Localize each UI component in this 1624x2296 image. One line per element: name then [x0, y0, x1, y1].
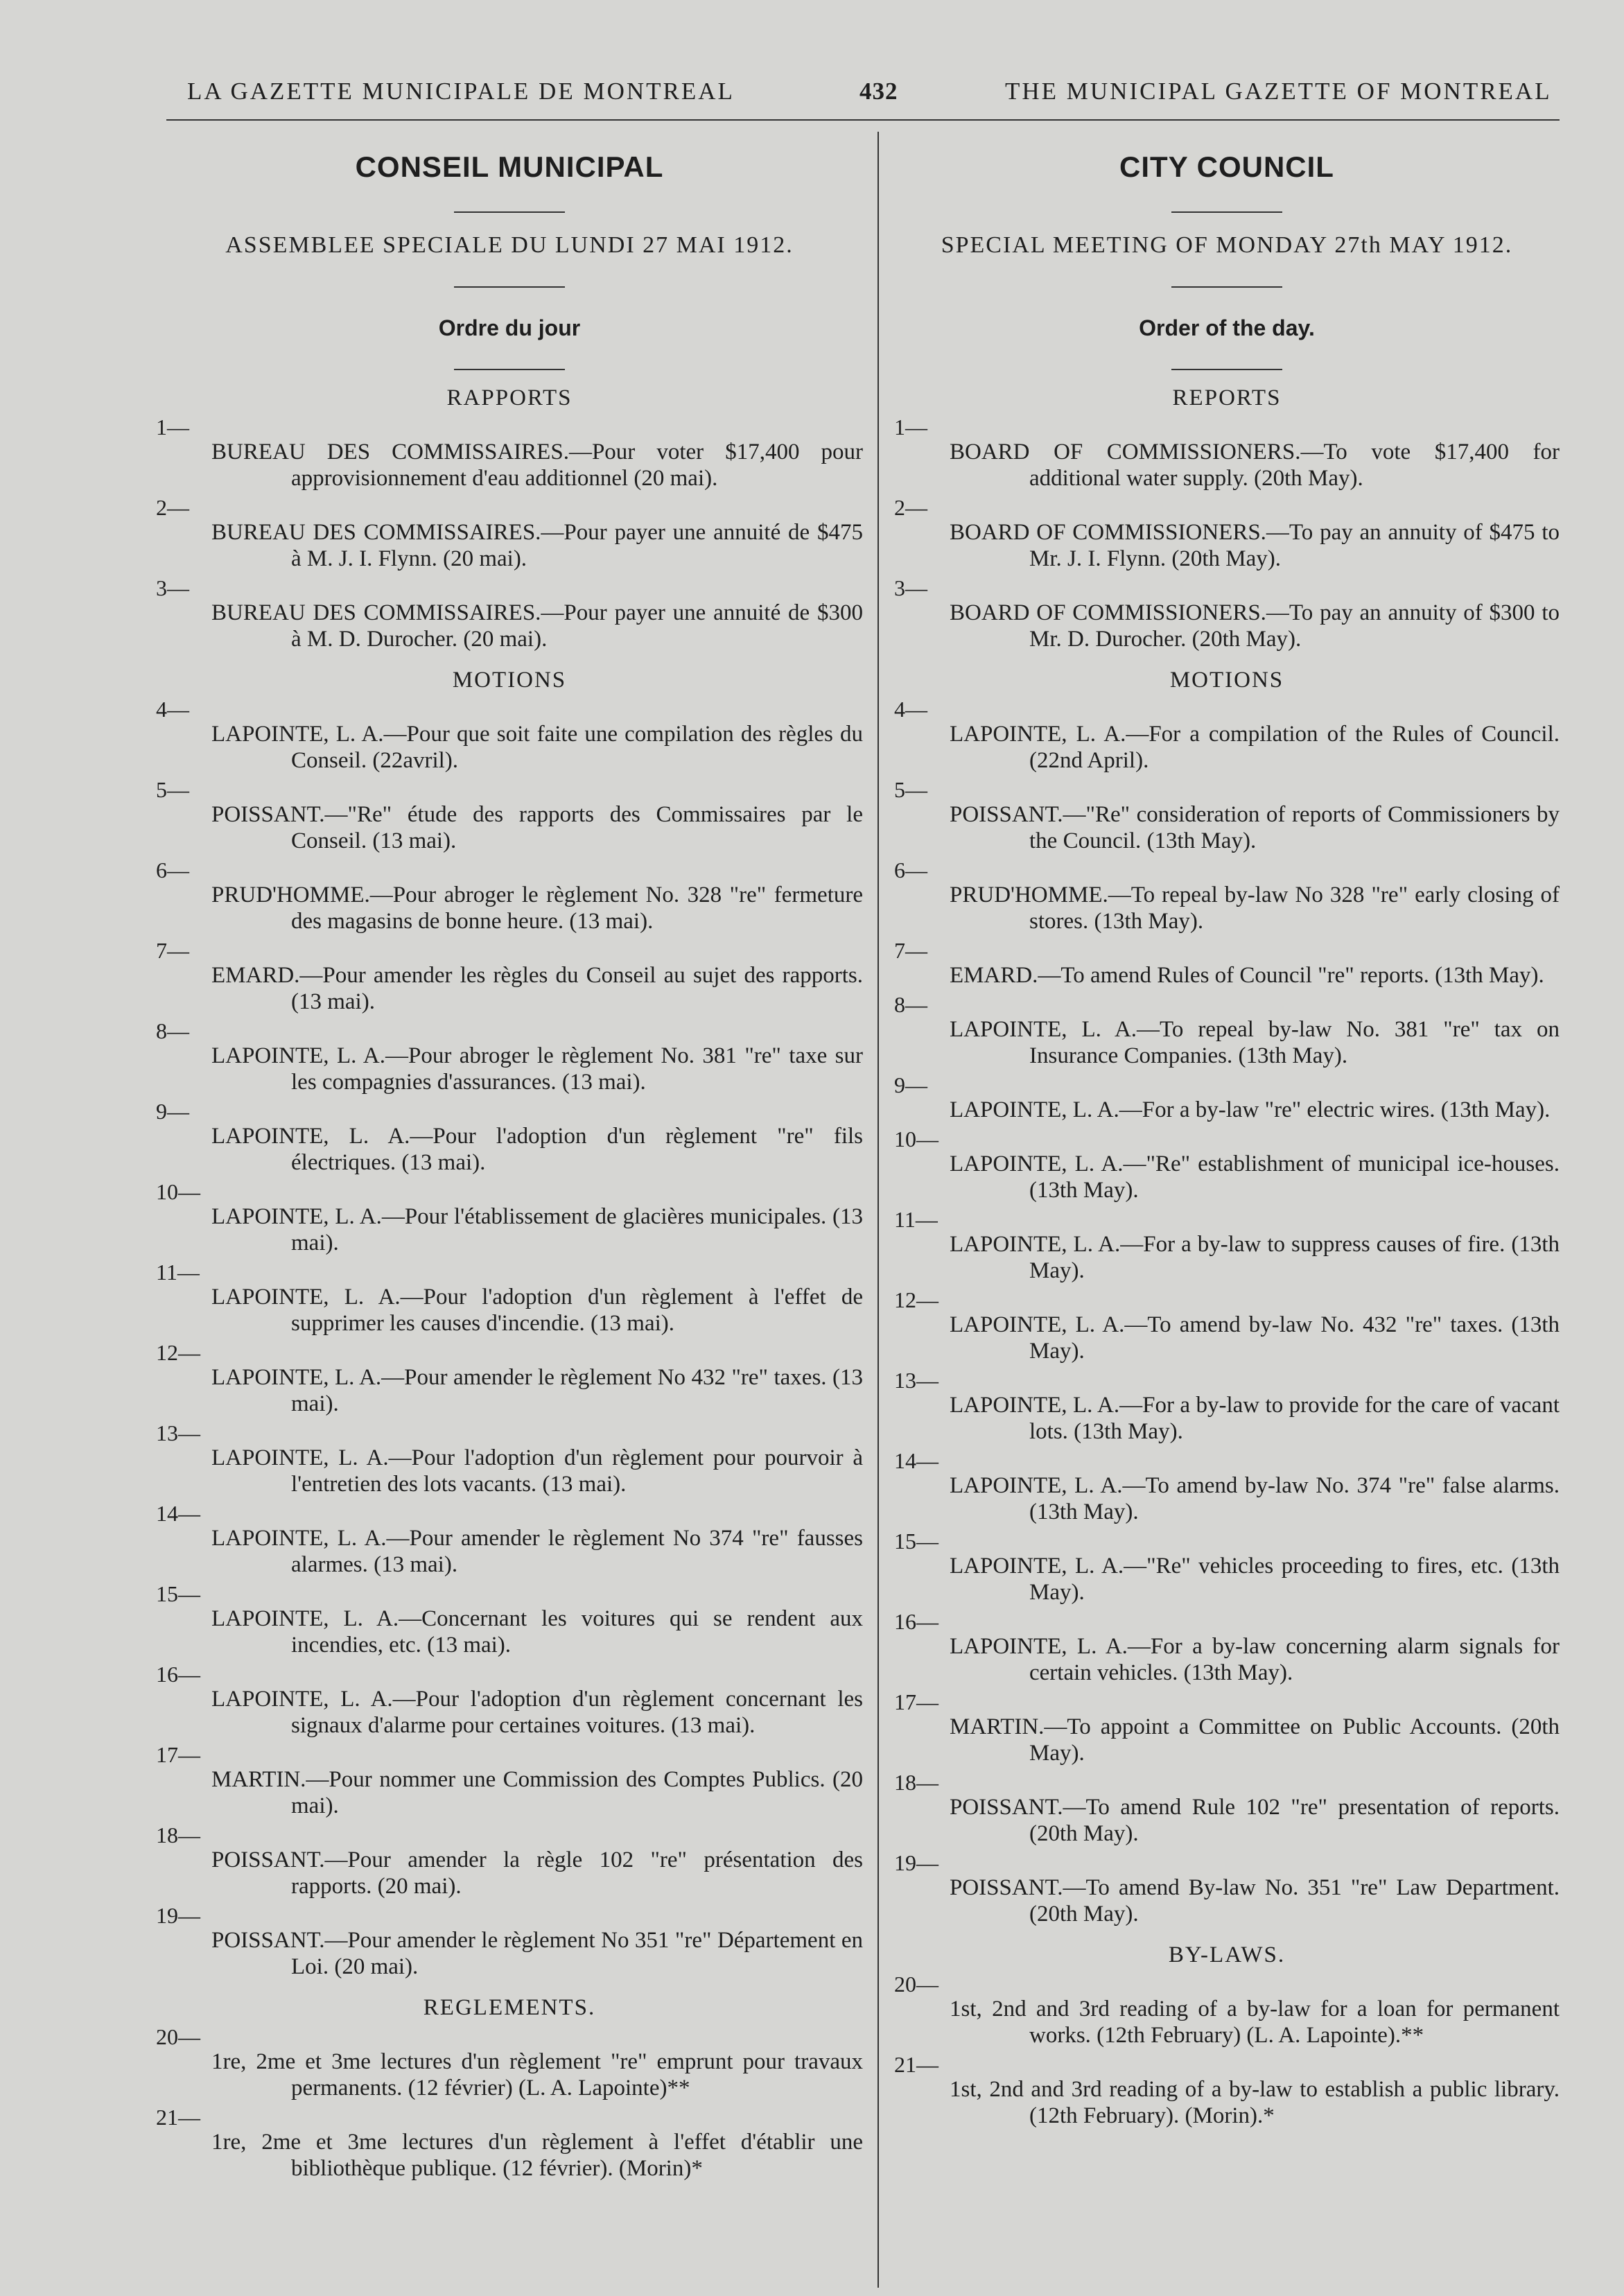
agenda-item	[156, 1582, 863, 1658]
item-text: POISSANT.—Pour amender le règlement No 351 "re" Département en Loi. (20 mai).	[211, 1928, 863, 1979]
item-number: 1—	[156, 415, 189, 440]
item-number: 9—	[894, 1072, 927, 1097]
order-of-day-heading: Order of the day.	[1139, 315, 1315, 340]
item-number: 14—	[156, 1501, 200, 1526]
agenda-item	[894, 496, 1560, 572]
agenda-item	[156, 1019, 863, 1095]
item-number: 4—	[156, 697, 189, 722]
agenda-item	[156, 576, 863, 652]
order-of-day-heading: Ordre du jour	[438, 315, 581, 340]
item-number: 6—	[894, 858, 927, 882]
item-text: EMARD.—Pour amender les règles du Conseil au sujet des rapports. (13 mai).	[211, 963, 863, 1014]
agenda-item	[156, 1502, 863, 1578]
agenda-item	[894, 778, 1560, 854]
item-number: 15—	[156, 1581, 200, 1606]
item-number: 12—	[894, 1287, 938, 1312]
item-number: 8—	[156, 1018, 189, 1043]
item-number: 2—	[894, 495, 927, 520]
item-text: LAPOINTE, L. A.—Pour abroger le règlement No. 381 "re" taxe sur les compagnies d'assurances. (13 mai).	[211, 1043, 863, 1095]
item-text: 1st, 2nd and 3rd reading of a by-law to establish a public library. (12th February). (Morin).*	[950, 2077, 1560, 2128]
item-number: 4—	[894, 697, 927, 722]
item-text: EMARD.—To amend Rules of Council "re" reports. (13th May).	[950, 963, 1544, 988]
item-number: 21—	[156, 2105, 200, 2130]
item-text: BOARD OF COMMISSIONERS.—To pay an annuity of $300 to Mr. D. Durocher. (20th May).	[950, 600, 1560, 652]
meeting-subtitle: ASSEMBLEE SPECIALE DU LUNDI 27 MAI 1912.	[225, 232, 794, 258]
item-text: LAPOINTE, L. A.—Pour l'établissement de glacières municipales. (13 mai).	[211, 1204, 863, 1255]
agenda-item	[894, 1127, 1560, 1203]
english-column	[894, 142, 1560, 2129]
item-text: LAPOINTE, L. A.—For a by-law to provide for the care of vacant lots. (13th May).	[950, 1393, 1560, 1444]
item-text: LAPOINTE, L. A.—For a by-law concerning alarm signals for certain vehicles. (13th May).	[950, 1634, 1560, 1685]
agenda-sections	[156, 385, 863, 2182]
agenda-item	[156, 1180, 863, 1256]
item-text: LAPOINTE, L. A.—Pour que soit faite une compilation des règles du Conseil. (22avril).	[211, 722, 863, 773]
item-number: 6—	[156, 858, 189, 882]
item-text: POISSANT.—"Re" consideration of reports of Commissioners by the Council. (13th May).	[950, 802, 1560, 853]
item-text: MARTIN.—To appoint a Committee on Public Accounts. (20th May).	[950, 1714, 1560, 1766]
page-number: 432	[859, 78, 898, 105]
item-text: BOARD OF COMMISSIONERS.—To pay an annuity of $475 to Mr. J. I. Flynn. (20th May).	[950, 520, 1560, 571]
order-rule	[454, 369, 565, 370]
item-number: 14—	[894, 1448, 938, 1473]
item-text: MARTIN.—Pour nommer une Commission des Comptes Publics. (20 mai).	[211, 1767, 863, 1818]
item-text: BOARD OF COMMISSIONERS.—To vote $17,400 for additional water supply. (20th May).	[950, 440, 1560, 491]
subtitle-rule	[1171, 286, 1282, 288]
agenda-item	[894, 576, 1560, 652]
agenda-item	[894, 1073, 1560, 1123]
agenda-item	[156, 778, 863, 854]
item-number: 20—	[894, 1972, 938, 1997]
item-text: LAPOINTE, L. A.—Pour l'adoption d'un règlement pour pourvoir à l'entretien des lots vacants. (13 mai).	[211, 1445, 863, 1497]
agenda-item	[156, 1904, 863, 1980]
section-heading: REGLEMENTS.	[423, 1995, 596, 2020]
item-text: BUREAU DES COMMISSAIRES.—Pour voter $17,400 pour approvisionnement d'eau additionnel (20 mai).	[211, 440, 863, 491]
item-number: 13—	[894, 1368, 938, 1393]
agenda-item	[156, 858, 863, 934]
item-text: BUREAU DES COMMISSAIRES.—Pour payer une annuité de $300 à M. D. Durocher. (20 mai).	[211, 600, 863, 652]
agenda-item	[894, 1208, 1560, 1284]
agenda-item	[156, 496, 863, 572]
item-text: PRUD'HOMME.—To repeal by-law No 328 "re" early closing of stores. (13th May).	[950, 882, 1560, 934]
item-text: BUREAU DES COMMISSAIRES.—Pour payer une annuité de $475 à M. J. I. Flynn. (20 mai).	[211, 520, 863, 571]
agenda-item	[894, 1288, 1560, 1364]
section-heading: RAPPORTS	[446, 385, 573, 410]
item-text: LAPOINTE, L. A.—"Re" establishment of municipal ice-houses. (13th May).	[950, 1151, 1560, 1203]
item-number: 5—	[156, 777, 189, 802]
agenda-item	[894, 1529, 1560, 1606]
agenda-item	[156, 1341, 863, 1417]
item-text: LAPOINTE, L. A.—To amend by-law No. 374 "re" false alarms. (13th May).	[950, 1473, 1560, 1524]
item-text: LAPOINTE, L. A.—To amend by-law No. 432 "re" taxes. (13th May).	[950, 1312, 1560, 1364]
agenda-item	[156, 2105, 863, 2182]
agenda-item	[894, 1610, 1560, 1686]
agenda-item	[894, 858, 1560, 934]
subtitle-rule	[454, 286, 565, 288]
item-text: LAPOINTE, L. A.—For a compilation of the Rules of Council. (22nd April).	[950, 722, 1560, 773]
item-number: 18—	[894, 1770, 938, 1795]
title-rule	[454, 211, 565, 213]
item-text: LAPOINTE, L. A.—Pour l'adoption d'un règlement "re" fils électriques. (13 mai).	[211, 1124, 863, 1175]
agenda-item	[156, 1099, 863, 1176]
item-number: 5—	[894, 777, 927, 802]
section-heading: MOTIONS	[1169, 668, 1284, 693]
agenda-item	[156, 415, 863, 492]
item-number: 1—	[894, 415, 927, 440]
item-number: 20—	[156, 2024, 200, 2049]
item-text: 1re, 2me et 3me lectures d'un règlement "re" emprunt pour travaux permanents. (12 février) (L. A. Lapointe)**	[211, 2049, 863, 2101]
agenda-item	[156, 939, 863, 1015]
agenda-item	[894, 939, 1560, 989]
item-text: LAPOINTE, L. A.—Pour l'adoption d'un règlement concernant les signaux d'alarme pour certaines voitures. (13 mai).	[211, 1687, 863, 1738]
item-number: 17—	[156, 1742, 200, 1767]
item-text: LAPOINTE, L. A.—For a by-law to suppress causes of fire. (13th May).	[950, 1232, 1560, 1283]
column-title: CONSEIL MUNICIPAL	[355, 150, 664, 183]
agenda-item	[894, 993, 1560, 1069]
agenda-item	[894, 1771, 1560, 1847]
item-number: 7—	[894, 938, 927, 963]
item-number: 10—	[894, 1127, 938, 1151]
header-divider	[166, 119, 1560, 121]
item-number: 10—	[156, 1179, 200, 1204]
item-number: 11—	[894, 1207, 938, 1232]
item-number: 2—	[156, 495, 189, 520]
item-text: POISSANT.—"Re" étude des rapports des Commissaires par le Conseil. (13 mai).	[211, 802, 863, 853]
item-number: 21—	[894, 2052, 938, 2077]
item-number: 13—	[156, 1420, 200, 1445]
item-text: LAPOINTE, L. A.—Pour amender le règlement No 432 "re" taxes. (13 mai).	[211, 1365, 863, 1416]
item-text: LAPOINTE, L. A.—Pour l'adoption d'un règlement à l'effet de supprimer les causes d'incendie. (13 mai).	[211, 1285, 863, 1336]
agenda-item	[156, 697, 863, 774]
section-heading: MOTIONS	[452, 668, 567, 693]
header-right-title: THE MUNICIPAL GAZETTE OF MONTREAL	[1005, 78, 1552, 105]
header-left-title: LA GAZETTE MUNICIPALE DE MONTREAL	[187, 78, 735, 105]
item-text: POISSANT.—To amend Rule 102 "re" presentation of reports. (20th May).	[950, 1795, 1560, 1846]
item-number: 19—	[156, 1903, 200, 1928]
agenda-item	[156, 1421, 863, 1497]
item-number: 3—	[156, 575, 189, 600]
item-number: 19—	[894, 1850, 938, 1875]
agenda-sections	[894, 385, 1560, 2129]
item-number: 8—	[894, 992, 927, 1017]
section-heading: BY-LAWS.	[1168, 1942, 1286, 1967]
item-number: 12—	[156, 1340, 200, 1365]
item-text: LAPOINTE, L. A.—"Re" vehicles proceeding to fires, etc. (13th May).	[950, 1554, 1560, 1605]
item-number: 7—	[156, 938, 189, 963]
item-number: 18—	[156, 1823, 200, 1847]
agenda-item	[156, 1823, 863, 1899]
french-column	[156, 142, 863, 2182]
column-divider	[878, 132, 879, 2288]
item-text: 1re, 2me et 3me lectures d'un règlement à l'effet d'établir une bibliothèque publique. (12 février). (Morin)*	[211, 2130, 863, 2181]
agenda-item	[156, 1743, 863, 1819]
agenda-item	[156, 1662, 863, 1739]
item-number: 16—	[156, 1662, 200, 1687]
item-text: POISSANT.—Pour amender la règle 102 "re" présentation des rapports. (20 mai).	[211, 1847, 863, 1899]
item-number: 11—	[156, 1260, 200, 1285]
agenda-item	[894, 1972, 1560, 2049]
order-rule	[1171, 369, 1282, 370]
column-title: CITY COUNCIL	[1119, 150, 1334, 183]
item-number: 15—	[894, 1529, 938, 1554]
section-heading: REPORTS	[1172, 385, 1282, 410]
item-text: LAPOINTE, L. A.—Pour amender le règlement No 374 "re" fausses alarmes. (13 mai).	[211, 1526, 863, 1577]
agenda-item	[156, 1260, 863, 1337]
agenda-item	[894, 697, 1560, 774]
item-number: 3—	[894, 575, 927, 600]
agenda-item	[894, 415, 1560, 492]
item-text: LAPOINTE, L. A.—Concernant les voitures qui se rendent aux incendies, etc. (13 mai).	[211, 1606, 863, 1658]
item-text: LAPOINTE, L. A.—For a by-law "re" electric wires. (13th May).	[950, 1097, 1551, 1122]
agenda-item	[894, 2053, 1560, 2129]
agenda-item	[894, 1449, 1560, 1525]
agenda-item	[894, 1851, 1560, 1927]
title-rule	[1171, 211, 1282, 213]
agenda-item	[894, 1368, 1560, 1445]
item-number: 9—	[156, 1099, 189, 1124]
item-text: LAPOINTE, L. A.—To repeal by-law No. 381 "re" tax on Insurance Companies. (13th May).	[950, 1017, 1560, 1068]
item-text: PRUD'HOMME.—Pour abroger le règlement No. 328 "re" fermeture des magasins de bonne heure. (13 mai).	[211, 882, 863, 934]
item-text: POISSANT.—To amend By-law No. 351 "re" Law Department. (20th May).	[950, 1875, 1560, 1927]
item-number: 16—	[894, 1609, 938, 1634]
meeting-subtitle: SPECIAL MEETING OF MONDAY 27th MAY 1912.	[941, 232, 1513, 258]
agenda-item	[156, 2025, 863, 2101]
item-text: 1st, 2nd and 3rd reading of a by-law for a loan for permanent works. (12th February) (L. A. Lapointe).**	[950, 1997, 1560, 2048]
agenda-item	[894, 1690, 1560, 1766]
item-number: 17—	[894, 1689, 938, 1714]
